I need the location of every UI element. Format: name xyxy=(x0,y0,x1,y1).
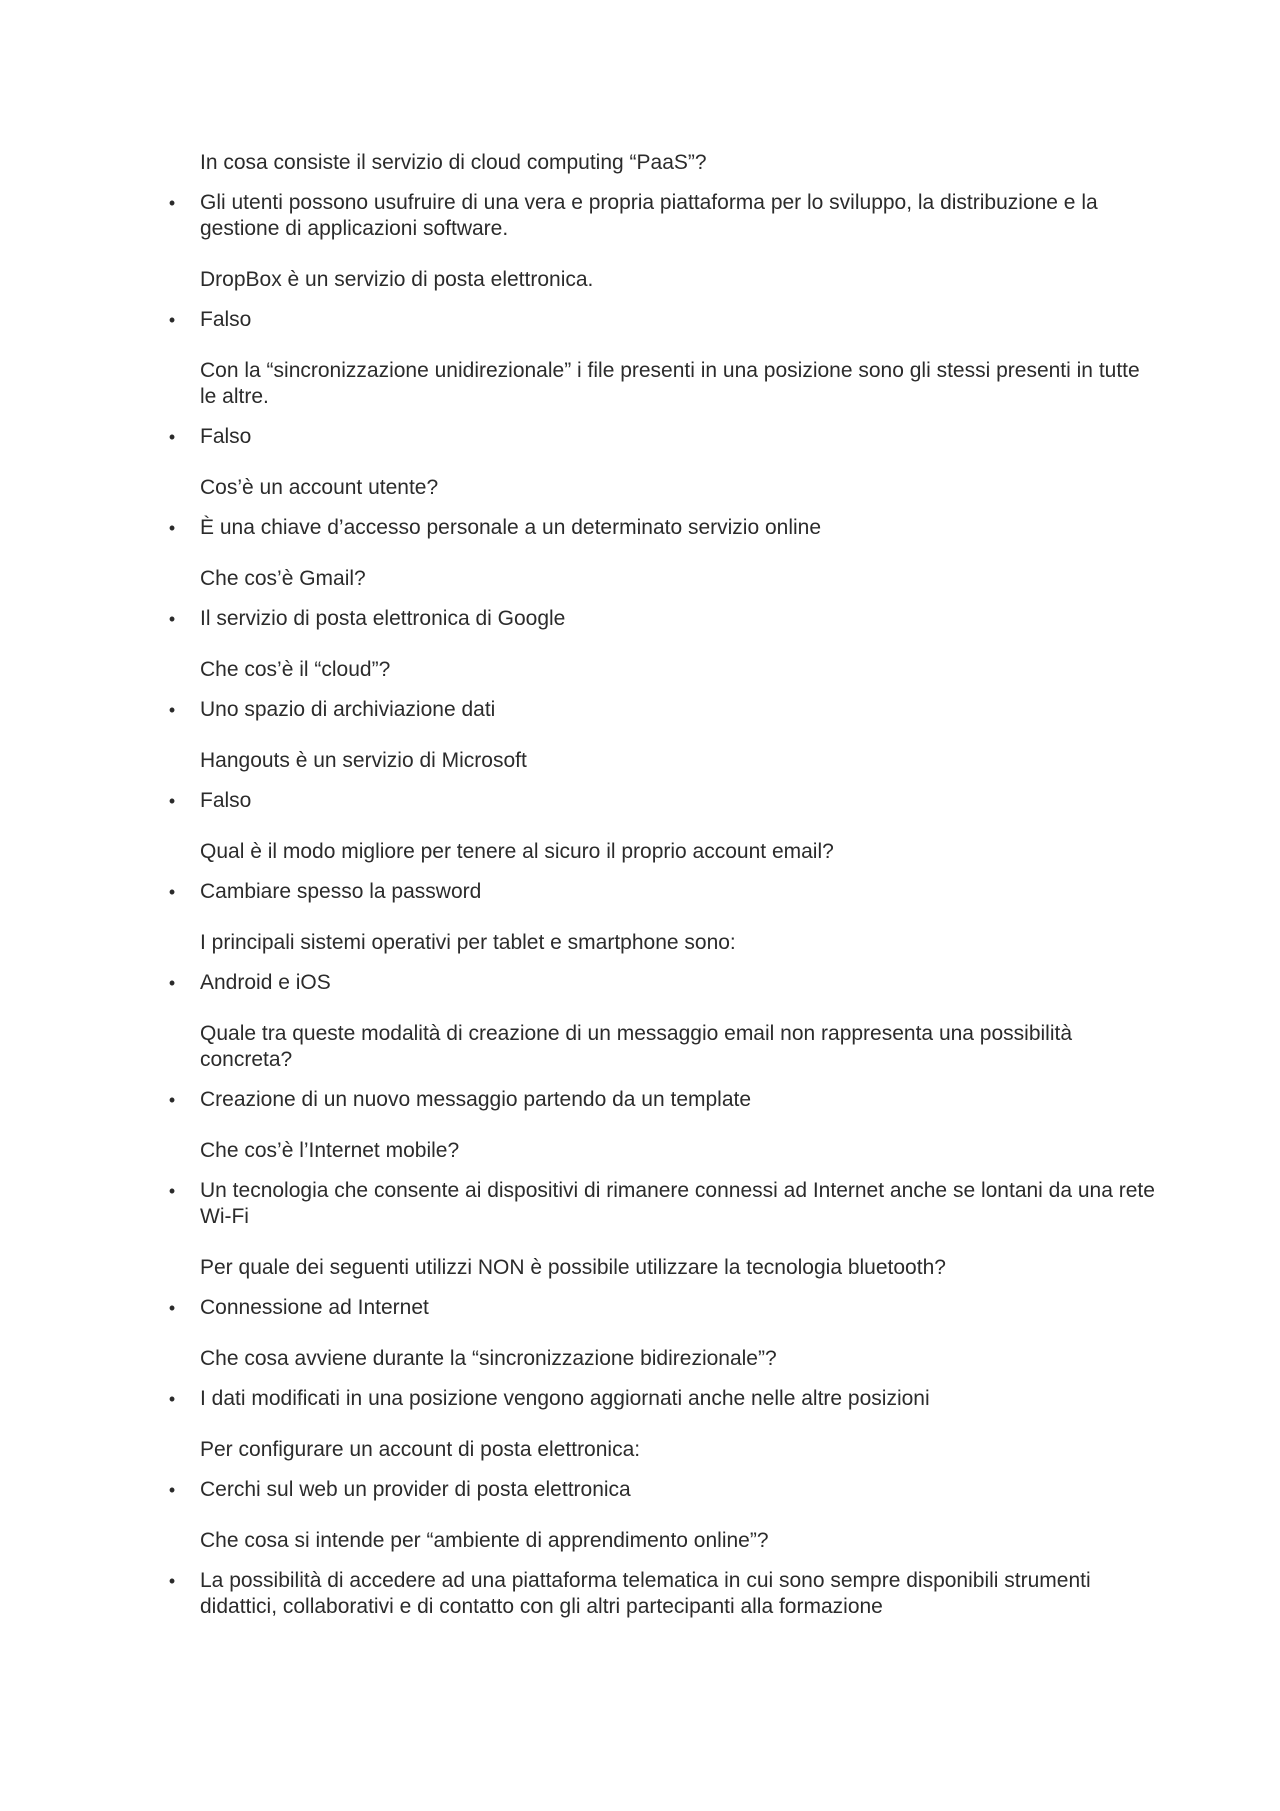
question-text: Che cos’è Gmail? xyxy=(200,567,366,590)
bullet-icon: • xyxy=(168,518,176,538)
question-text: Per configurare un account di posta elettronica: xyxy=(200,1438,641,1461)
answer-item xyxy=(168,424,1160,450)
question-text: Che cos’è il “cloud”? xyxy=(200,658,391,681)
question-text: DropBox è un servizio di posta elettronica. xyxy=(200,268,594,291)
bullet-icon: • xyxy=(168,1571,176,1591)
bullet-icon: • xyxy=(168,1090,176,1110)
answer-item xyxy=(168,190,1160,242)
answer-text: Gli utenti possono usufruire di una vera e propria piattaforma per lo sviluppo, la distribuzione e la gestione di applicazioni software. xyxy=(200,191,1098,240)
question-text: Che cosa avviene durante la “sincronizzazione bidirezionale”? xyxy=(200,1347,777,1370)
answer-item xyxy=(168,697,1160,723)
question-text: Che cosa si intende per “ambiente di apprendimento online”? xyxy=(200,1529,769,1552)
answer-item xyxy=(168,515,1160,541)
qa-item xyxy=(168,1528,1160,1620)
qa-list xyxy=(168,150,1160,1645)
answer-item xyxy=(168,1087,1160,1113)
bullet-icon: • xyxy=(168,1181,176,1201)
bullet-icon: • xyxy=(168,1389,176,1409)
answer-text: I dati modificati in una posizione vengono aggiornati anche nelle altre posizioni xyxy=(200,1387,930,1410)
answer-text: Falso xyxy=(200,789,252,812)
answer-item xyxy=(168,606,1160,632)
answer-item xyxy=(168,1178,1160,1230)
answer-item xyxy=(168,970,1160,996)
qa-item xyxy=(168,1021,1160,1113)
answer-text: Falso xyxy=(200,308,252,331)
bullet-icon: • xyxy=(168,310,176,330)
qa-item xyxy=(168,267,1160,333)
question-text: Che cos’è l’Internet mobile? xyxy=(200,1139,460,1162)
answer-text: La possibilità di accedere ad una piattaforma telematica in cui sono sempre disponibili strumenti didattici, collaborativi e di contatto con gli altri partecipanti alla formazione xyxy=(200,1569,1091,1618)
qa-item xyxy=(168,748,1160,814)
answer-text: Cambiare spesso la password xyxy=(200,880,482,903)
answer-item xyxy=(168,1295,1160,1321)
bullet-icon: • xyxy=(168,791,176,811)
question-text: Cos’è un account utente? xyxy=(200,476,439,499)
answer-text: Connessione ad Internet xyxy=(200,1296,429,1319)
answer-text: Cerchi sul web un provider di posta elettronica xyxy=(200,1478,631,1501)
bullet-icon: • xyxy=(168,973,176,993)
answer-item xyxy=(168,1568,1160,1620)
qa-item xyxy=(168,1346,1160,1412)
question-text: Quale tra queste modalità di creazione di un messaggio email non rappresenta una possibilità concreta? xyxy=(200,1022,1073,1071)
qa-item xyxy=(168,657,1160,723)
answer-item xyxy=(168,307,1160,333)
question-text: Con la “sincronizzazione unidirezionale” i file presenti in una posizione sono gli stessi presenti in tutte le altre. xyxy=(200,359,1140,408)
question-text: Qual è il modo migliore per tenere al sicuro il proprio account email? xyxy=(200,840,834,863)
qa-item xyxy=(168,150,1160,242)
answer-item xyxy=(168,1386,1160,1412)
question-text: In cosa consiste il servizio di cloud computing “PaaS”? xyxy=(200,151,707,174)
answer-item xyxy=(168,1477,1160,1503)
question-text: I principali sistemi operativi per tablet e smartphone sono: xyxy=(200,931,736,954)
question-text: Per quale dei seguenti utilizzi NON è possibile utilizzare la tecnologia bluetooth? xyxy=(200,1256,946,1279)
qa-item xyxy=(168,475,1160,541)
answer-text: Il servizio di posta elettronica di Google xyxy=(200,607,566,630)
qa-item xyxy=(168,566,1160,632)
bullet-icon: • xyxy=(168,609,176,629)
answer-text: Android e iOS xyxy=(200,971,331,994)
answer-text: Uno spazio di archiviazione dati xyxy=(200,698,496,721)
bullet-icon: • xyxy=(168,1298,176,1318)
answer-item xyxy=(168,788,1160,814)
answer-text: Falso xyxy=(200,425,252,448)
answer-text: È una chiave d’accesso personale a un determinato servizio online xyxy=(200,516,822,539)
answer-text: Creazione di un nuovo messaggio partendo da un template xyxy=(200,1088,752,1111)
qa-item xyxy=(168,1255,1160,1321)
qa-item xyxy=(168,1138,1160,1230)
bullet-icon: • xyxy=(168,882,176,902)
bullet-icon: • xyxy=(168,1480,176,1500)
bullet-icon: • xyxy=(168,700,176,720)
qa-item xyxy=(168,1437,1160,1503)
question-text: Hangouts è un servizio di Microsoft xyxy=(200,749,527,772)
bullet-icon: • xyxy=(168,193,176,213)
bullet-icon: • xyxy=(168,427,176,447)
answer-text: Un tecnologia che consente ai dispositivi di rimanere connessi ad Internet anche se lontani da una rete Wi-Fi xyxy=(200,1179,1155,1228)
qa-item xyxy=(168,358,1160,450)
answer-item xyxy=(168,879,1160,905)
qa-item xyxy=(168,839,1160,905)
qa-item xyxy=(168,930,1160,996)
